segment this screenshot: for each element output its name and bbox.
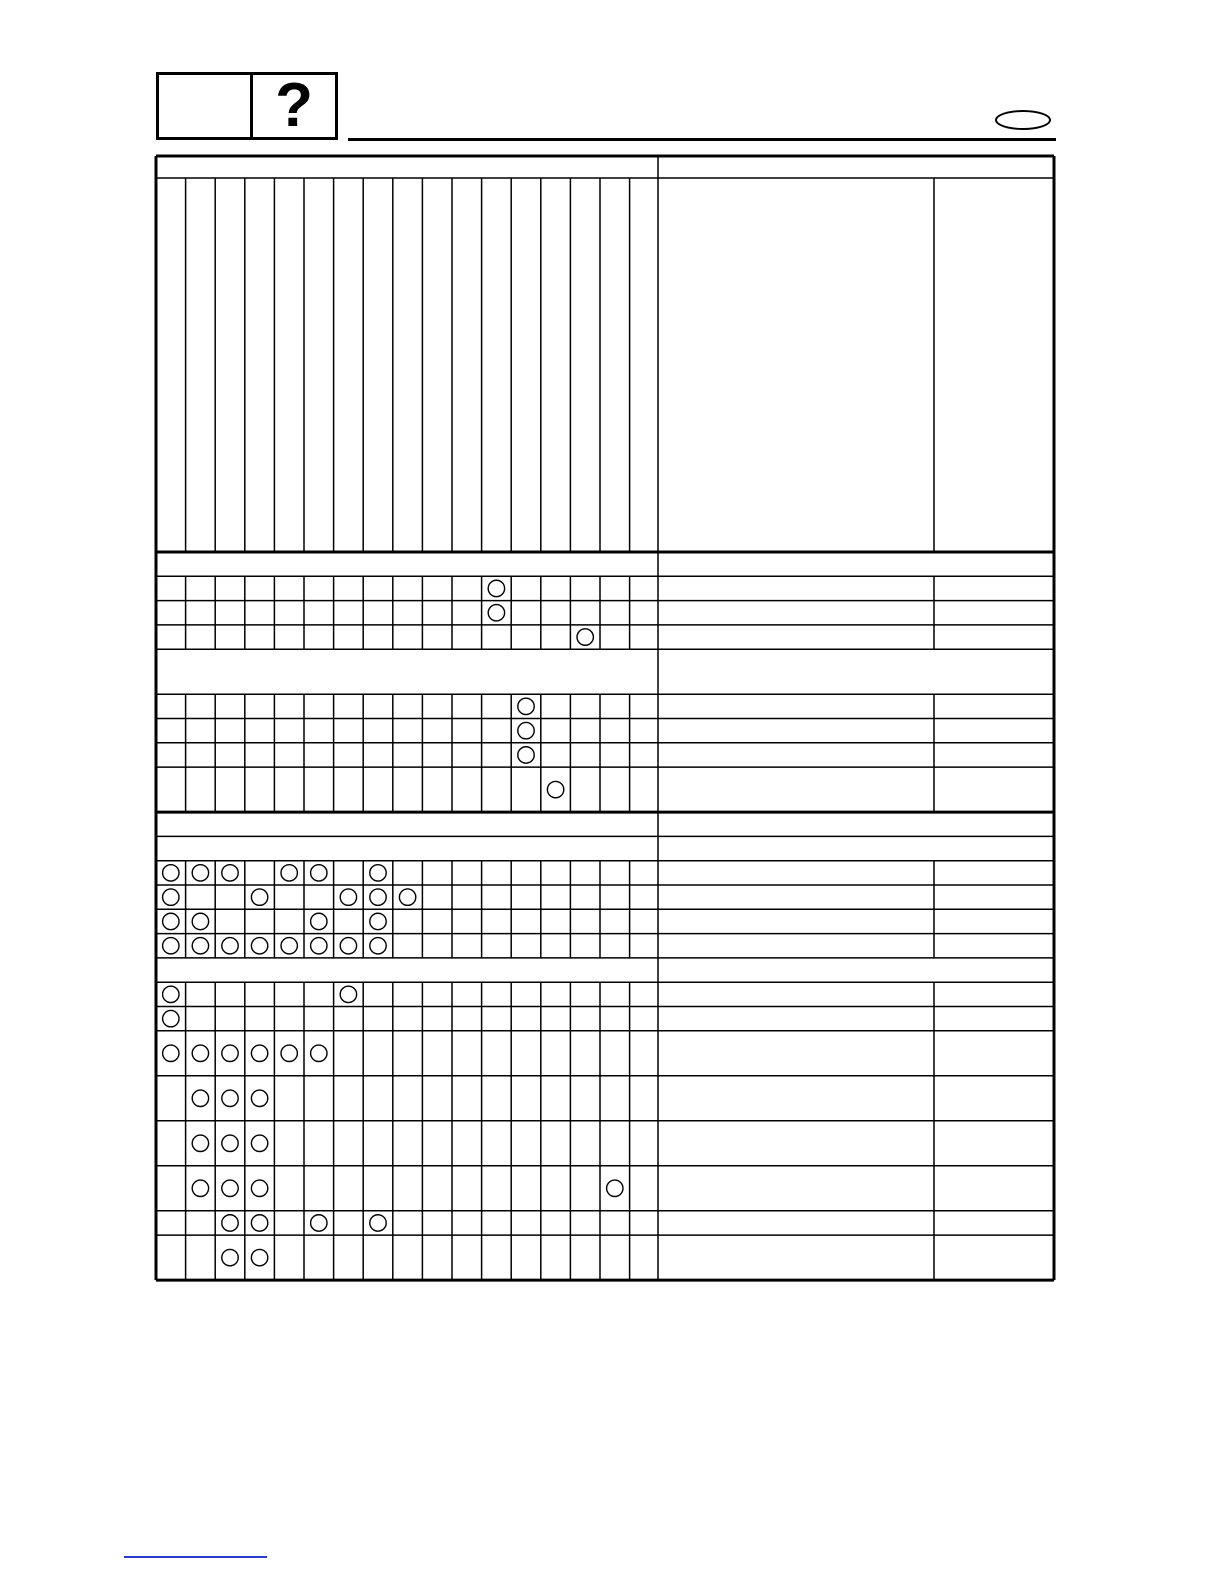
check-circle-mark <box>370 913 386 929</box>
check-circle-mark <box>251 1045 267 1061</box>
check-circle-mark <box>340 889 356 905</box>
check-circle-mark <box>370 889 386 905</box>
check-circle-mark <box>222 1045 238 1061</box>
check-circle-mark <box>607 1180 623 1196</box>
check-circle-mark <box>163 1010 179 1026</box>
check-circle-mark <box>222 865 238 881</box>
check-circle-mark <box>163 865 179 881</box>
check-circle-mark <box>163 938 179 954</box>
check-circle-mark <box>340 938 356 954</box>
check-circle-mark <box>163 889 179 905</box>
check-circle-mark <box>311 913 327 929</box>
check-circle-mark <box>163 1045 179 1061</box>
check-circle-mark <box>370 938 386 954</box>
check-circle-mark <box>518 722 534 738</box>
check-circle-mark <box>281 865 297 881</box>
check-circle-mark <box>577 629 593 645</box>
check-circle-mark <box>311 938 327 954</box>
check-circle-mark <box>488 605 504 621</box>
check-circle-mark <box>251 938 267 954</box>
check-circle-mark <box>251 1135 267 1151</box>
check-circle-mark <box>192 1045 208 1061</box>
check-circle-mark <box>222 938 238 954</box>
question-mark-icon: ? <box>275 71 313 140</box>
check-circle-mark <box>311 865 327 881</box>
check-circle-mark <box>281 938 297 954</box>
check-circle-mark <box>192 1180 208 1196</box>
footer-link-underline[interactable] <box>124 1556 267 1558</box>
check-circle-mark <box>192 938 208 954</box>
check-circle-mark <box>222 1249 238 1265</box>
check-circle-mark <box>311 1215 327 1231</box>
check-circle-mark <box>192 1090 208 1106</box>
check-circle-mark <box>311 1045 327 1061</box>
check-circle-mark <box>488 580 504 596</box>
check-circle-mark <box>518 747 534 763</box>
check-circle-mark <box>192 1135 208 1151</box>
check-circle-mark <box>222 1215 238 1231</box>
check-circle-mark <box>547 781 563 797</box>
check-circle-mark <box>518 698 534 714</box>
check-circle-mark <box>281 1045 297 1061</box>
check-circle-mark <box>192 913 208 929</box>
check-circle-mark <box>251 1090 267 1106</box>
check-circle-mark <box>251 1180 267 1196</box>
check-circle-mark <box>192 865 208 881</box>
check-circle-mark <box>251 889 267 905</box>
check-circle-mark <box>222 1090 238 1106</box>
check-circle-mark <box>370 1215 386 1231</box>
check-circle-mark <box>163 913 179 929</box>
check-circle-mark <box>163 986 179 1002</box>
check-circle-mark <box>222 1180 238 1196</box>
check-circle-mark <box>370 865 386 881</box>
check-circle-mark <box>340 986 356 1002</box>
check-circle-mark <box>222 1135 238 1151</box>
check-circle-mark <box>399 889 415 905</box>
check-circle-mark <box>251 1215 267 1231</box>
check-circle-mark <box>251 1249 267 1265</box>
